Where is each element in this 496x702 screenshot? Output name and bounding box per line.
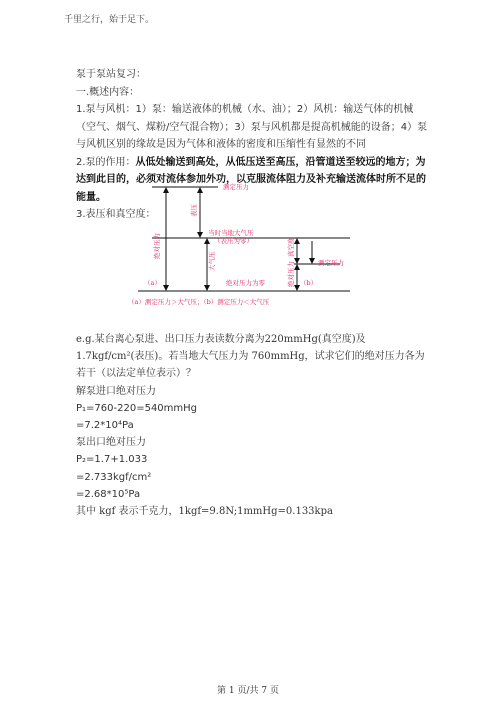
page-footer: 第 1 页/共 7 页 (217, 686, 279, 696)
measured-pressure-label: 测定压力 (223, 183, 249, 191)
measured-pressure-b-label: 测定压力 (318, 259, 344, 267)
atmospheric-label: 大气压 (208, 251, 216, 271)
item-2-bold: 从低处输送到高处，从低压送至高压，沿管道送至较远的地方；为达到此目的，必须对流体参加外功，以克服流体阻力及补充输送流体时所不足的能量。 (76, 156, 426, 203)
label-a: （a） (144, 279, 161, 287)
p1-result: =7.2*10⁴Pa (76, 420, 134, 432)
p2-equation: P₂=1.7+1.033 (76, 454, 148, 466)
pressure-diagram (126, 181, 376, 317)
figure-caption: （a）测定压力＞大气压；（b）测定压力＜大气压 (128, 298, 270, 306)
solution-inlet-heading: 解泵进口绝对压力 (76, 385, 156, 397)
example-section (76, 331, 428, 520)
vacuum-label: 真空度 (287, 237, 295, 257)
solution-outlet-heading: 泵出口绝对压力 (76, 437, 146, 449)
absolute-pressure-b-label: 绝对压力 (287, 261, 295, 287)
absolute-pressure-label: 绝对压力 (153, 233, 161, 259)
item-1-paragraph: 1.泵与风机：1）泵：输送液体的机械（水、油）；2）风机：输送气体的机械（空气、烟气、煤粉/空气混合物）；3）泵与风机都是提高机械能的设备；4）泵与风机区别的缘故是因为气体和液体的密度和压缩性有显然的不同 (76, 104, 428, 150)
local-atm-label: 当时当地大气压 (208, 229, 254, 237)
unit-note: 其中 kgf 表示千克力，1kgf=9.8N;1mmHg=0.133kpa (76, 506, 333, 518)
item-3-heading: 3.表压和真空度： (76, 209, 156, 220)
label-b: （b） (300, 279, 318, 287)
section-heading: 一.概述内容： (76, 86, 140, 98)
p1-equation: P₁=760-220=540mmHg (76, 402, 198, 414)
absolute-zero-label: 绝对压力为零 (226, 279, 265, 287)
page-header: 千里之行，始于足下。 (64, 15, 155, 25)
p2-result: =2.68*10⁵Pa (76, 488, 141, 500)
gauge-pressure-label: 表压 (190, 204, 198, 217)
example-problem: e.g.某台离心泵进、出口压力表读数分离为220mmHg(真空度)及1.7kgf/cm²(表压)。若当地大气压力为 760mmHg，试求它们的绝对压力各为若干（以法定单位表示）？ (76, 334, 425, 380)
item-2-prefix: 2.泵的作用： (76, 156, 136, 168)
pressure-diagram-svg (126, 181, 376, 317)
doc-title: 泵于泵站复习： (76, 69, 146, 80)
local-atm-note: （表压为零） (214, 237, 253, 245)
p2-intermediate: =2.733kgf/cm² (76, 471, 152, 483)
